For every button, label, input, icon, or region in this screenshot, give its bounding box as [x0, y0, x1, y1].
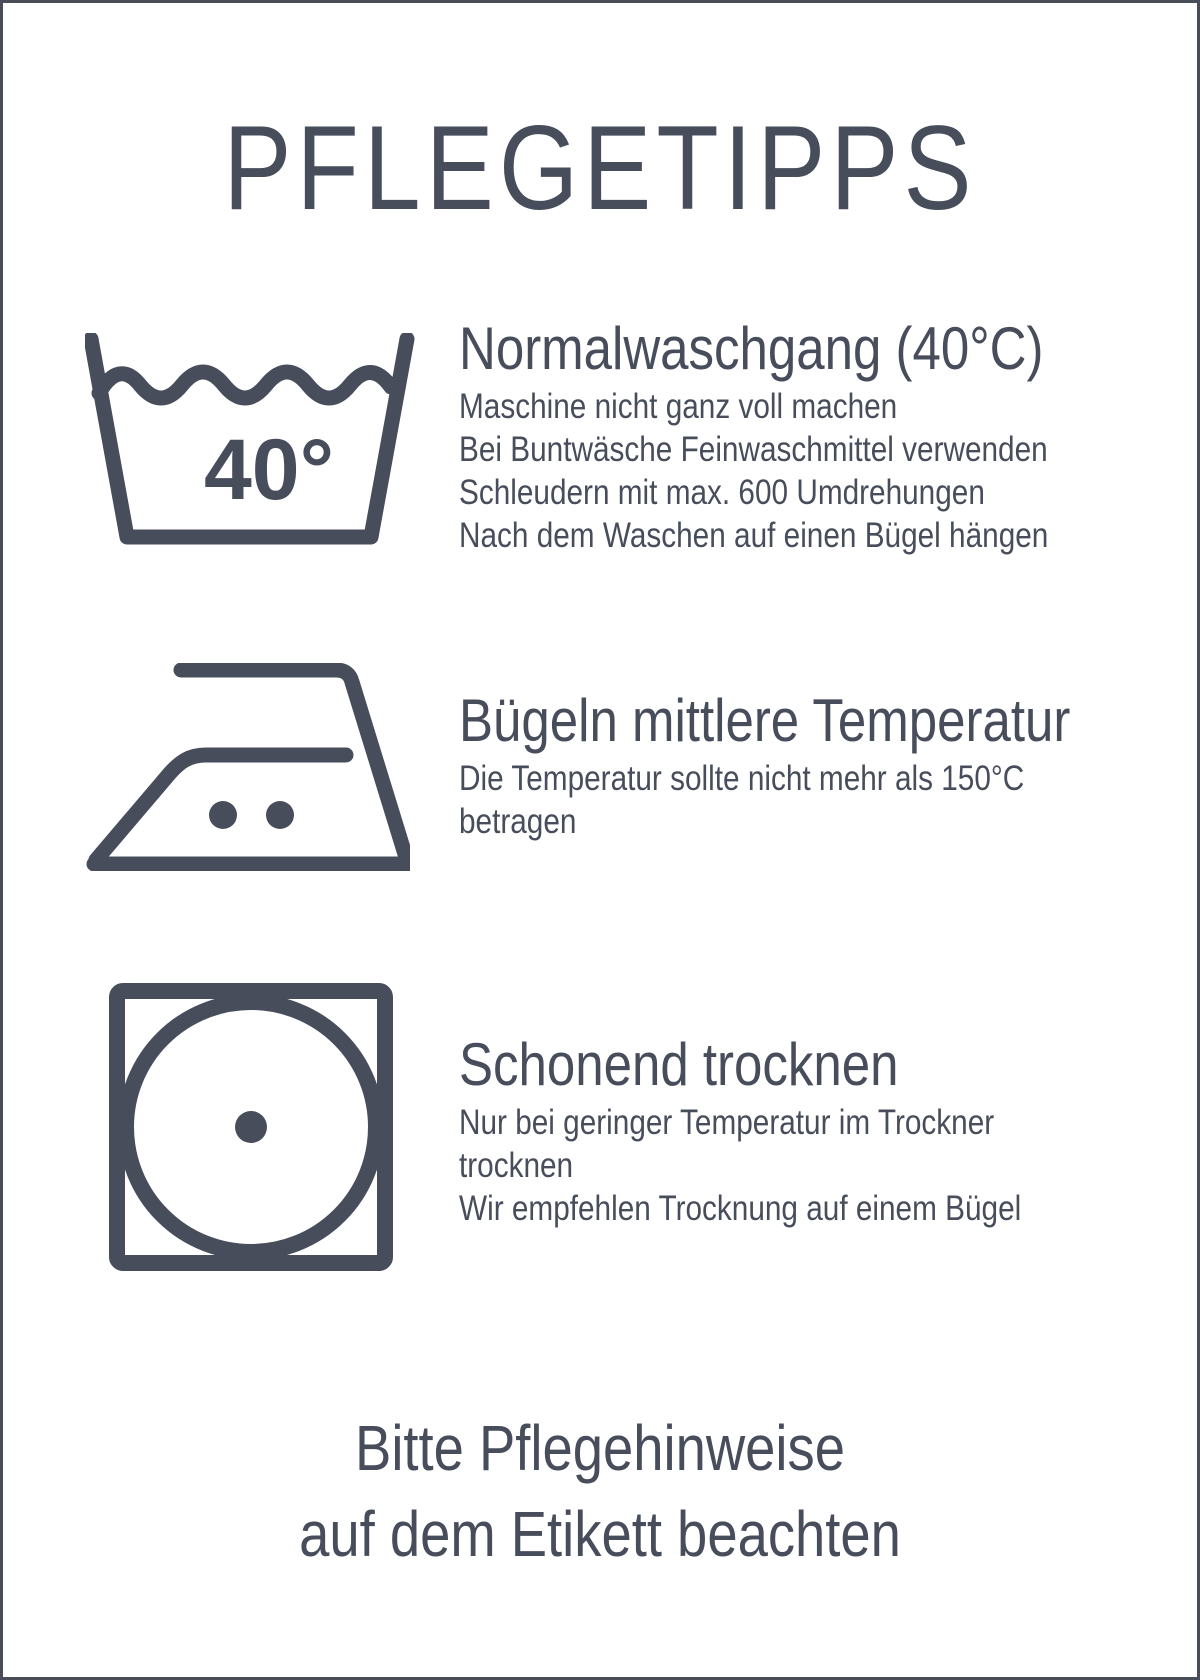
drying-line: trocknen	[459, 1146, 574, 1185]
wash-temperature-label: 40°	[203, 422, 335, 518]
wash-tub-40-icon	[85, 333, 415, 545]
ironing-heading: Bügeln mittlere Temperatur	[459, 687, 1071, 754]
washing-line: Nach dem Waschen auf einen Bügel hängen	[459, 516, 1049, 555]
page-title: PFLEGETIPPS	[223, 101, 977, 235]
footer-note-line: auf dem Etikett beachten	[299, 1498, 901, 1570]
drying-line: Wir empfehlen Trocknung auf einem Bügel	[459, 1189, 1022, 1228]
tumble-dry-gentle-icon	[109, 983, 393, 1271]
ironing-line: betragen	[459, 802, 577, 841]
washing-line: Schleudern mit max. 600 Umdrehungen	[459, 473, 985, 512]
washing-heading: Normalwaschgang (40°C)	[459, 315, 1044, 382]
washing-line: Maschine nicht ganz voll machen	[459, 387, 898, 426]
ironing-line: Die Temperatur sollte nicht mehr als 150°C	[459, 759, 1025, 798]
washing-line: Bei Buntwäsche Feinwaschmittel verwenden	[459, 430, 1048, 469]
footer-note-line: Bitte Pflegehinweise	[355, 1412, 845, 1484]
iron-medium-temperature-icon	[86, 663, 410, 871]
footer-note	[93, 1405, 1108, 1577]
section-ironing	[459, 687, 1071, 843]
drying-line: Nur bei geringer Temperatur im Trockner	[459, 1103, 995, 1142]
drying-heading: Schonend trocknen	[459, 1031, 899, 1098]
section-washing	[459, 315, 1049, 557]
section-drying	[459, 1031, 1022, 1230]
